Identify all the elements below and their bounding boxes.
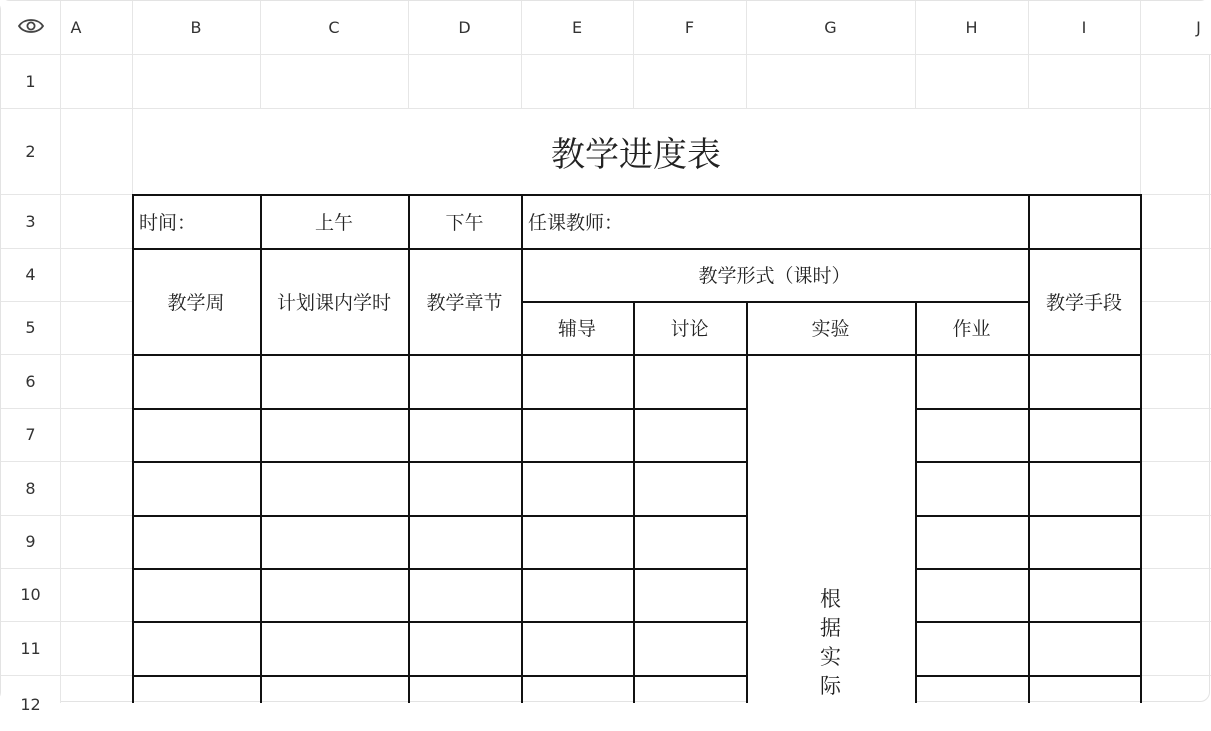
column-header-f[interactable]: F bbox=[684, 18, 695, 37]
column-header-h[interactable]: H bbox=[965, 18, 978, 37]
column-header-b[interactable]: B bbox=[190, 18, 202, 37]
sheet-title[interactable]: 教学进度表 bbox=[551, 134, 721, 175]
row3-i-cell[interactable] bbox=[1028, 194, 1140, 248]
experiment-note[interactable] bbox=[746, 585, 915, 701]
experiment-note-char: 根 bbox=[820, 587, 841, 611]
row-header-8[interactable]: 8 bbox=[25, 478, 36, 498]
column-header-i[interactable]: I bbox=[1081, 18, 1087, 37]
experiment-header-cell[interactable]: 实验 bbox=[811, 318, 850, 340]
row-header-12[interactable]: 12 bbox=[20, 694, 41, 714]
row-header-3[interactable]: 3 bbox=[25, 211, 36, 231]
column-header-a[interactable]: A bbox=[70, 18, 82, 37]
discussion-header-cell[interactable]: 讨论 bbox=[670, 318, 709, 340]
afternoon-cell[interactable]: 下午 bbox=[445, 211, 484, 234]
experiment-note-char: 际 bbox=[820, 674, 841, 698]
column-header-c[interactable]: C bbox=[328, 18, 340, 37]
row-header-5[interactable]: 5 bbox=[25, 318, 36, 337]
row-header-11[interactable]: 11 bbox=[20, 638, 41, 658]
row-header-10[interactable]: 10 bbox=[20, 585, 41, 604]
experiment-note-char: 实 bbox=[820, 645, 841, 669]
grid bbox=[1, 1, 1211, 714]
eye-icon[interactable] bbox=[18, 16, 44, 40]
week-header-cell[interactable]: 教学周 bbox=[167, 291, 225, 314]
planned-hours-header-cell[interactable]: 计划课内学时 bbox=[276, 291, 391, 314]
chapter-header-cell[interactable]: 教学章节 bbox=[426, 291, 503, 314]
morning-cell[interactable]: 上午 bbox=[314, 211, 353, 234]
column-header-e[interactable]: E bbox=[571, 18, 583, 37]
column-header-j[interactable]: J bbox=[1196, 18, 1201, 37]
column-header-g[interactable]: G bbox=[824, 18, 837, 37]
row-header-2[interactable]: 2 bbox=[25, 141, 36, 161]
row-header-6[interactable]: 6 bbox=[25, 371, 36, 391]
row-header-7[interactable]: 7 bbox=[25, 425, 36, 444]
experiment-note-char: 据 bbox=[820, 616, 841, 640]
form-group-header-cell[interactable]: 教学形式（课时） bbox=[698, 265, 851, 287]
homework-header-cell[interactable]: 作业 bbox=[952, 318, 991, 340]
tutoring-header-cell[interactable]: 辅导 bbox=[557, 318, 596, 340]
row-header-4[interactable]: 4 bbox=[25, 265, 36, 284]
time-label-cell[interactable]: 时间： bbox=[139, 211, 197, 234]
row-header-9[interactable]: 9 bbox=[25, 532, 36, 551]
row-header-1[interactable]: 1 bbox=[25, 71, 36, 91]
means-header-cell[interactable]: 教学手段 bbox=[1045, 291, 1122, 314]
teacher-label-cell[interactable]: 任课教师： bbox=[528, 211, 624, 234]
column-header-d[interactable]: D bbox=[458, 18, 471, 37]
